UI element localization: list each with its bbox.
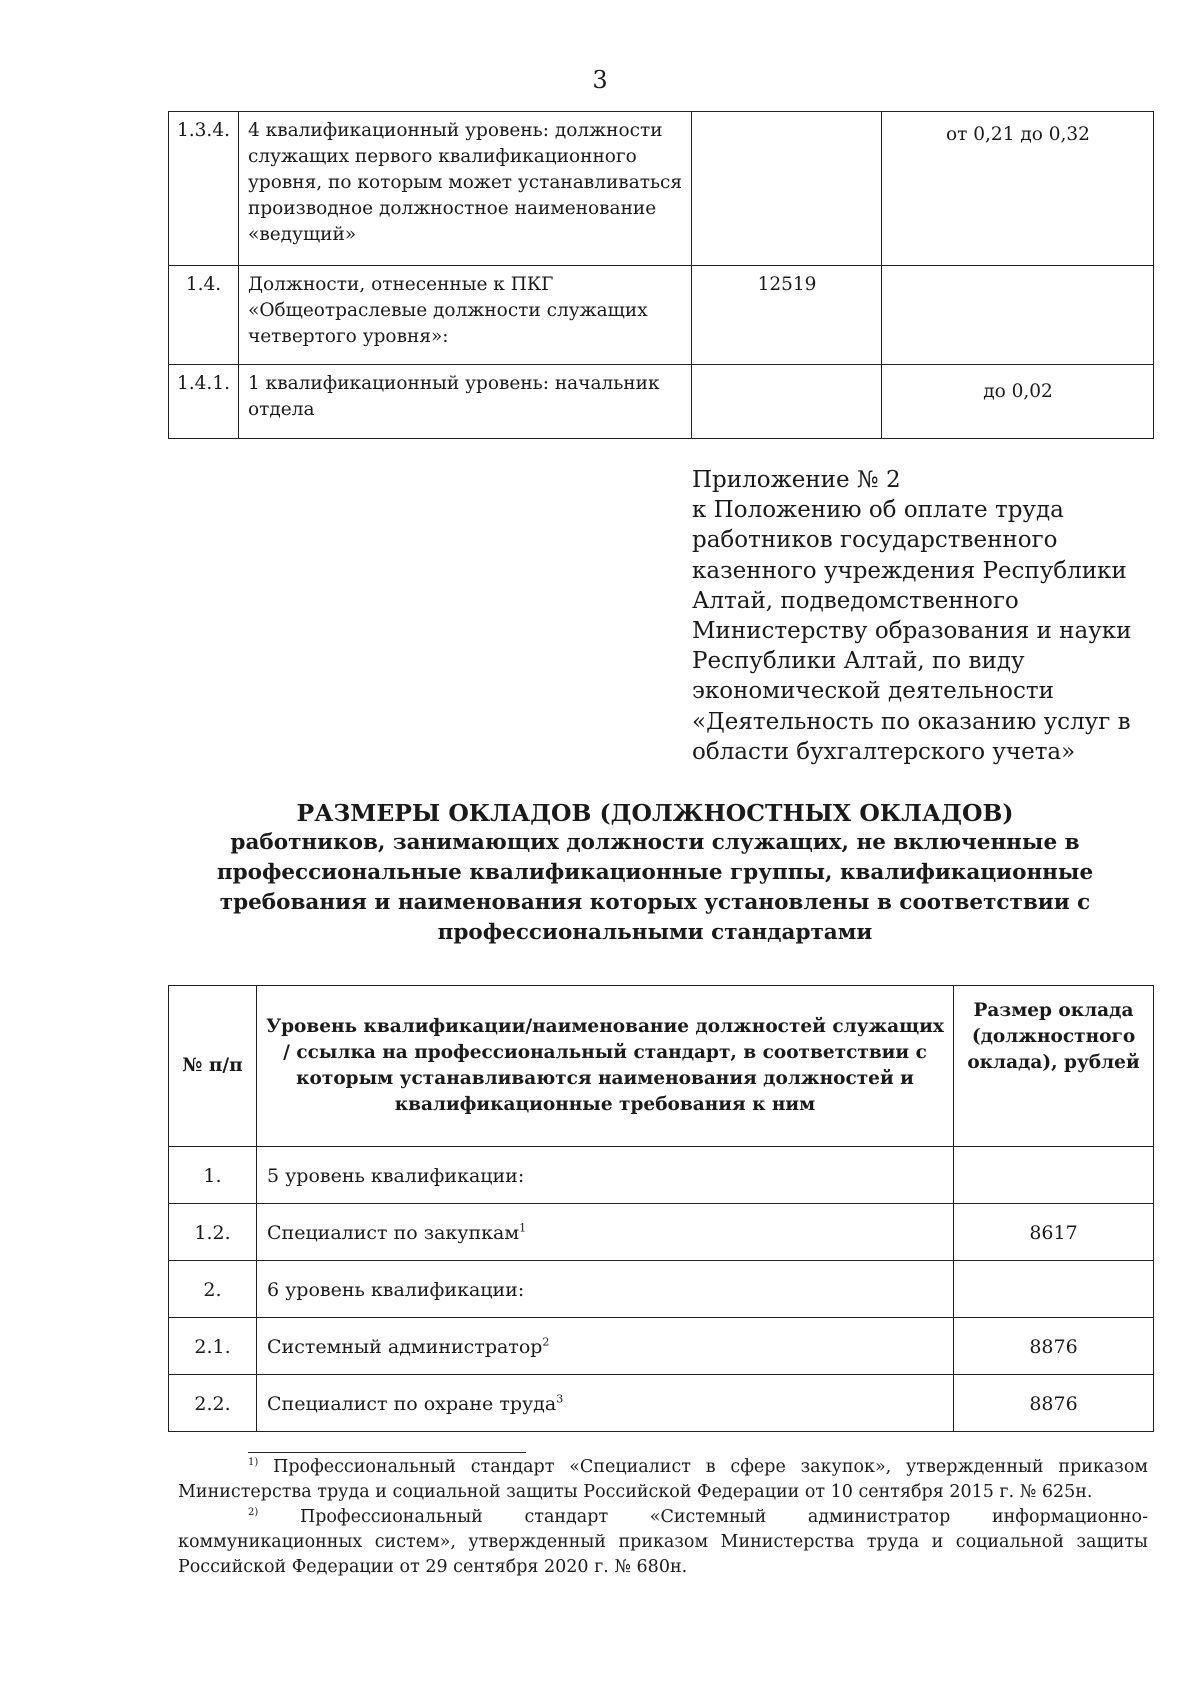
column-header-number: № п/п xyxy=(169,986,257,1147)
row-name: 4 квалификационный уровень: должности служащих первого квалификационного уровня, по которым может устанавливаться производное должностное наименование «ведущий» xyxy=(239,112,692,266)
row-salary xyxy=(954,1147,1154,1204)
heading-title: РАЗМЕРЫ ОКЛАДОВ (ДОЛЖНОСТНЫХ ОКЛАДОВ) xyxy=(296,799,1014,827)
row-number: 2.2. xyxy=(169,1375,257,1432)
footnote-text: Профессиональный стандарт «Специалист в сфере закупок», утвержденный приказом Министерства труда и социальной защиты Российской Федерации от 10 сентября 2015 г. № 625н. xyxy=(178,1457,1148,1502)
salary-table xyxy=(168,985,1154,1432)
table-row xyxy=(169,1204,1154,1261)
row-coefficient: до 0,02 xyxy=(882,365,1154,439)
appendix-note: Приложение № 2 к Положению об оплате труда работников государственного казенного учреждения Республики Алтай, подведомственного Министерству образования и науки Республики Алтай, по виду экономической деятельности «Деятельность по оказанию услуг в области бухгалтерского учета» xyxy=(692,467,1132,765)
row-name-text: Специалист по охране труда xyxy=(267,1393,557,1415)
row-salary: 8617 xyxy=(954,1204,1154,1261)
row-salary: 8876 xyxy=(954,1318,1154,1375)
row-name xyxy=(257,1261,954,1318)
table-row xyxy=(169,1318,1154,1375)
row-name xyxy=(257,1204,954,1261)
row-salary: 8876 xyxy=(954,1375,1154,1432)
table-row xyxy=(169,1261,1154,1318)
footnote-text: Профессиональный стандарт «Системный администратор информационно-коммуникационных систем», утвержденный приказом Министерства труда и социальной защиты Российской Федерации от 29 сентября 2020 г. № 680н. xyxy=(178,1507,1148,1577)
table-row xyxy=(169,1147,1154,1204)
table-row xyxy=(169,1375,1154,1432)
footnote-ref: 2 xyxy=(542,1335,550,1349)
table-row xyxy=(169,266,1154,365)
page-number: 3 xyxy=(592,66,608,94)
column-header-salary: Размер оклада (должностного оклада), рублей xyxy=(954,986,1154,1147)
column-header-name: Уровень квалификации/наименование должностей служащих / ссылка на профессиональный стандарт, в соответствии с которым устанавливаются наименования должностей и квалификационные требования к ним xyxy=(257,986,954,1147)
footnote-ref: 1 xyxy=(519,1221,527,1235)
row-name: Должности, отнесенные к ПКГ «Общеотраслевые должности служащих четвертого уровня»: xyxy=(239,266,692,365)
row-number: 1.4.1. xyxy=(169,365,239,439)
row-name-text: Системный администратор xyxy=(267,1336,543,1358)
row-coefficient xyxy=(882,266,1154,365)
row-salary xyxy=(954,1261,1154,1318)
heading-subtitle: работников, занимающих должности служащих, не включенные в профессиональные квалификационные группы, квалификационные требования и наименования которых установлены в соответствии с профессиональными стандартами xyxy=(216,830,1094,945)
row-name xyxy=(257,1318,954,1375)
row-number: 1.3.4. xyxy=(169,112,239,266)
row-number: 1. xyxy=(169,1147,257,1204)
footnote-item xyxy=(178,1505,1148,1580)
footnote-divider xyxy=(248,1452,526,1453)
row-salary: 12519 xyxy=(692,266,882,365)
footnote-mark: 2) xyxy=(248,1507,259,1519)
footnotes xyxy=(178,1455,1148,1580)
footnote-ref: 3 xyxy=(556,1392,564,1406)
row-name: 1 квалификационный уровень: начальник отдела xyxy=(239,365,692,439)
row-number: 2.1. xyxy=(169,1318,257,1375)
row-number: 2. xyxy=(169,1261,257,1318)
footnote-item xyxy=(178,1455,1148,1505)
row-salary xyxy=(692,365,882,439)
footnote-mark: 1) xyxy=(248,1457,259,1469)
row-name-text: 5 уровень квалификации: xyxy=(267,1165,525,1187)
row-name xyxy=(257,1375,954,1432)
row-number: 1.4. xyxy=(169,266,239,365)
table-row xyxy=(169,112,1154,266)
table-header-row xyxy=(169,986,1154,1147)
table-row xyxy=(169,365,1154,439)
row-number: 1.2. xyxy=(169,1204,257,1261)
row-salary xyxy=(692,112,882,266)
top-table xyxy=(168,111,1154,439)
row-name-text: 6 уровень квалификации: xyxy=(267,1279,525,1301)
row-name xyxy=(257,1147,954,1204)
row-name-text: Специалист по закупкам xyxy=(267,1222,520,1244)
row-coefficient: от 0,21 до 0,32 xyxy=(882,112,1154,266)
section-heading xyxy=(150,798,1160,948)
